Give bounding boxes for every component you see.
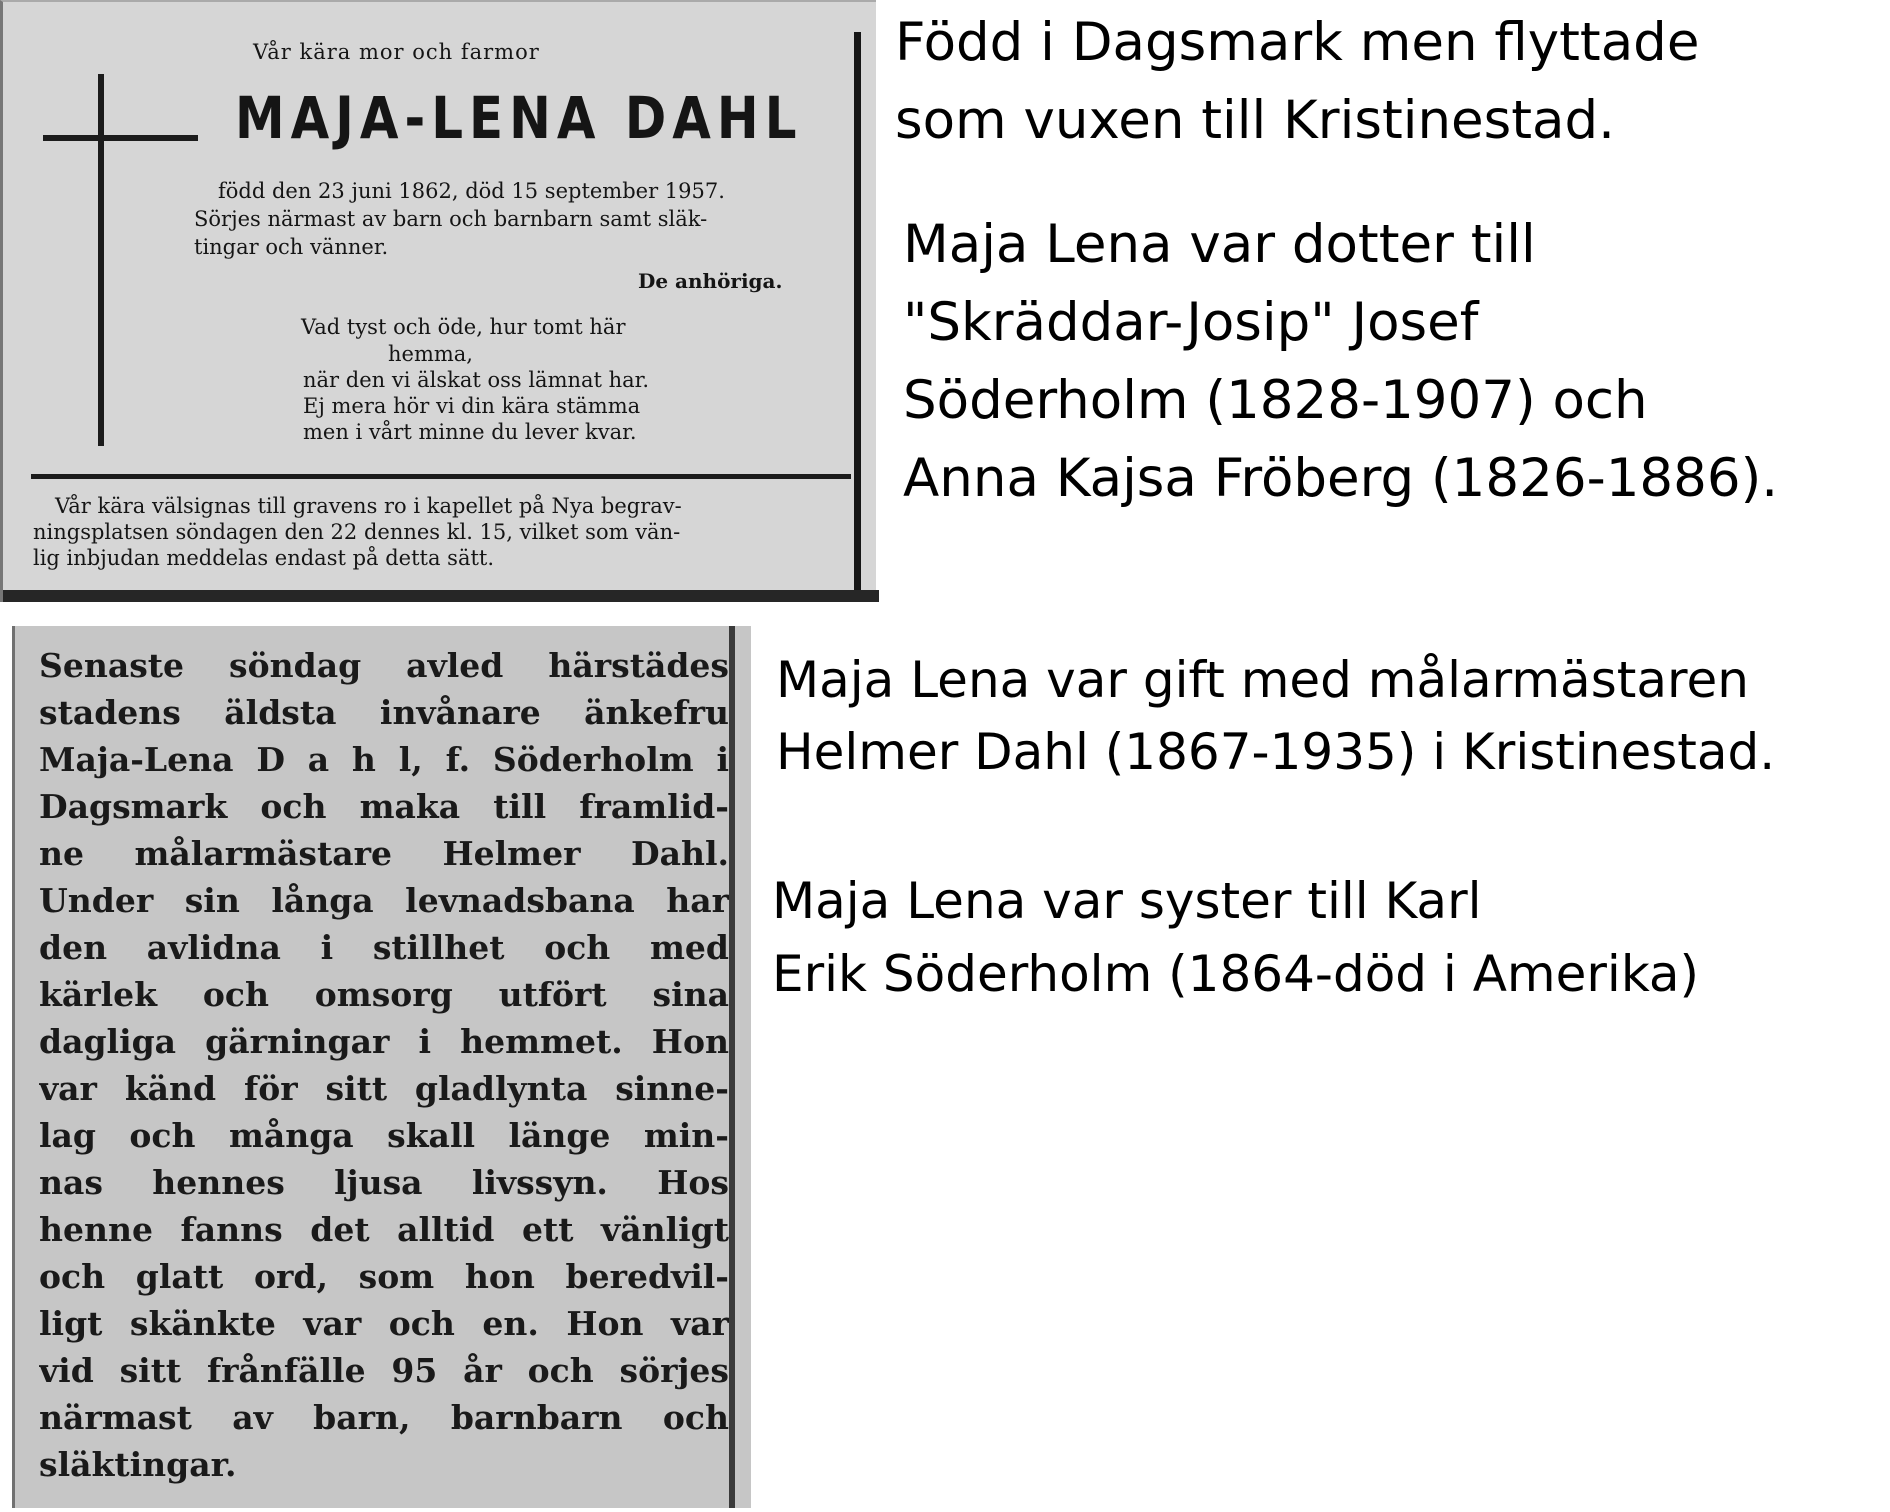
funeral-line: Vår kära välsignas till gravens ro i kapellet på Nya begrav- [55,494,682,518]
notice-bio-line: tingar och vänner. [194,235,389,259]
article-line: nas hennes ljusa livssyn. Hos [39,1163,729,1202]
poem-line: hemma, [388,342,473,366]
article-column-rule [729,626,735,1508]
article-line: ne målarmästare Helmer Dahl. [39,834,729,873]
article-line: släktingar. [39,1445,237,1484]
article-line: ligt skänkte var och en. Hon var [39,1304,729,1343]
notice-bio-line: Sörjes närmast av barn och barnbarn samt släk- [194,207,708,231]
poem-line: när den vi älskat oss lämnat har. [303,368,650,392]
poem-line: Ej mera hör vi din kära stämma [303,394,641,418]
article-line: kärlek och omsorg utfört sina [39,975,729,1014]
article-line: dagliga gärningar i hemmet. Hon [39,1022,729,1061]
funeral-line: ningsplatsen söndagen den 22 dennes kl. 15, vilket som vän- [33,520,681,544]
article-line: Dagsmark och maka till framlid- [39,787,729,826]
cross-icon-vertical [98,74,104,446]
article-line: Maja-Lena D a h l, f. Söderholm i [39,740,729,779]
article-line: stadens äldsta invånare änkefru [39,693,729,732]
article-line: Under sin långa levnadsbana har [39,881,729,920]
annotation-line: Född i Dagsmark men flyttade [895,12,1700,73]
notice-divider [31,474,851,479]
cross-icon-horizontal [43,135,198,141]
notice-right-border [854,32,861,592]
notice-deceased-name: MAJA-LENA DAHL [235,84,803,152]
article-line: lag och många skall länge min- [39,1116,729,1155]
annotation-line: Söderholm (1828-1907) och [903,370,1648,431]
article-line: närmast av barn, barnbarn och [39,1398,729,1437]
notice-signature: De anhöriga. [638,269,783,293]
funeral-line: lig inbjudan meddelas endast på detta sätt. [33,546,495,570]
article-line: var känd för sitt gladlynta sinne- [39,1069,729,1108]
death-notice-clipping [0,0,876,602]
newspaper-article-clipping [12,626,751,1508]
poem-line: men i vårt minne du lever kvar. [303,420,637,444]
poem-line: Vad tyst och öde, hur tomt här [301,315,626,339]
annotation-line: Helmer Dahl (1867-1935) i Kristinestad. [776,723,1776,781]
article-line: vid sitt frånfälle 95 år och sörjes [39,1351,729,1390]
annotation-line: Erik Söderholm (1864-död i Amerika) [772,945,1700,1003]
annotation-line: Anna Kajsa Fröberg (1826-1886). [903,448,1779,509]
article-line: och glatt ord, som hon beredvil- [39,1257,729,1296]
annotation-line: Maja Lena var gift med målarmästaren [776,651,1749,709]
article-line: den avlidna i stillhet och med [39,928,729,967]
annotation-line: som vuxen till Kristinestad. [895,90,1616,151]
annotation-line: Maja Lena var dotter till [903,214,1536,275]
annotation-line: Maja Lena var syster till Karl [772,872,1482,930]
notice-bottom-border [3,590,879,602]
notice-bio-line: född den 23 juni 1862, död 15 september 1957. [218,179,725,203]
article-line: Senaste söndag avled härstädes [39,646,729,685]
annotation-line: "Skräddar-Josip" Josef [903,292,1479,353]
notice-intro: Vår kära mor och farmor [253,40,540,64]
article-line: henne fanns det alltid ett vänligt [39,1210,729,1249]
